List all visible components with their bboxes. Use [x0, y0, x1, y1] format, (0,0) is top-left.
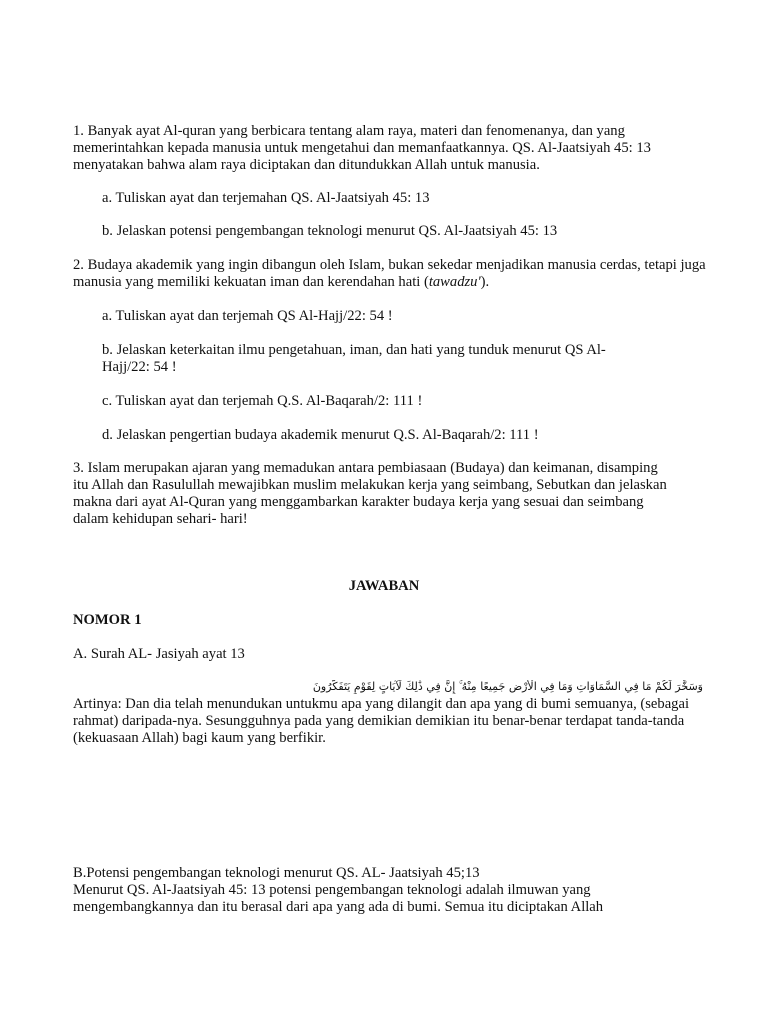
question-1b: b. Jelaskan potensi pengembangan teknologi menurut QS. Al-Jaatsiyah 45: 13	[102, 223, 558, 239]
answers-heading: JAWABAN	[348, 578, 420, 594]
question-2-text-after: ).	[480, 273, 490, 290]
question-2d: d. Jelaskan pengertian budaya akademik menurut Q.S. Al-Baqarah/2: 111 !	[102, 427, 539, 443]
question-2-text	[73, 257, 713, 291]
question-2-term-tawadzu: tawadzu'	[428, 273, 481, 290]
arabic-verse: وَسَخَّرَ لَكُمْ مَا فِي السَّمَاوَاتِ وَمَا فِي الْأَرْضِ جَمِيعًا مِنْهُ ۚ إِنَّ فِي ذَٰلِكَ لَآيَاتٍ لِقَوْمٍ يَتَفَكَّرُونَ	[312, 680, 703, 693]
question-1-text: 1. Banyak ayat Al-quran yang berbicara tentang alam raya, materi dan fenomenanya, dan yang memerintahkan kepada manusia untuk mengetahui dan memanfaatkannya. QS. Al-Jaatsiyah 45: 13 menyatakan bahwa alam raya diciptakan dan ditundukkan Allah untuk manusia.	[73, 123, 651, 173]
answer-a-translation: Artinya: Dan dia telah menundukan untukmu apa yang dilangit dan apa yang di bumi semuanya, (sebagai rahmat) daripada-nya. Sesungguhnya pada yang demikian demikian itu benar-benar terdapat tanda-tanda (kekuasaan Allah) bagi kaum yang berfikir.	[73, 696, 690, 746]
answer-b-text: Menurut QS. Al-Jaatsiyah 45: 13 potensi pengembangan teknologi adalah ilmuwan yang mengembangkannya dan itu berasal dari apa yang ada di bumi. Semua itu diciptakan Allah	[73, 882, 604, 915]
question-2c: c. Tuliskan ayat dan terjemah Q.S. Al-Baqarah/2: 111 !	[102, 393, 423, 409]
question-1a: a. Tuliskan ayat dan terjemahan QS. Al-Jaatsiyah 45: 13	[102, 190, 430, 206]
answer-b-title: B.Potensi pengembangan teknologi menurut QS. AL- Jaatsiyah 45;13	[73, 865, 480, 881]
question-2b: b. Jelaskan keterkaitan ilmu pengetahuan, iman, dan hati yang tunduk menurut QS Al-Hajj/22: 54 !	[102, 342, 606, 375]
question-2-text-before: 2. Budaya akademik yang ingin dibangun oleh Islam, bukan sekedar menjadikan manusia cerdas, tetapi juga manusia yang memiliki kekuatan iman dan kerendahan hati (	[73, 257, 706, 290]
answer-number-1: NOMOR 1	[73, 612, 142, 628]
answer-a-title: A. Surah AL- Jasiyah ayat 13	[73, 646, 245, 662]
question-3-text: 3. Islam merupakan ajaran yang memadukan antara pembiasaan (Budaya) dan keimanan, disamping itu Allah dan Rasulullah mewajibkan muslim melakukan kerja yang seimbang, Sebutkan dan jelaskan makna dari ayat Al-Quran yang menggambarkan karakter budaya kerja yang sesuai dan seimbang dalam kehidupan sehari- hari!	[73, 460, 667, 527]
question-2a: a. Tuliskan ayat dan terjemah QS Al-Hajj/22: 54 !	[102, 308, 393, 324]
